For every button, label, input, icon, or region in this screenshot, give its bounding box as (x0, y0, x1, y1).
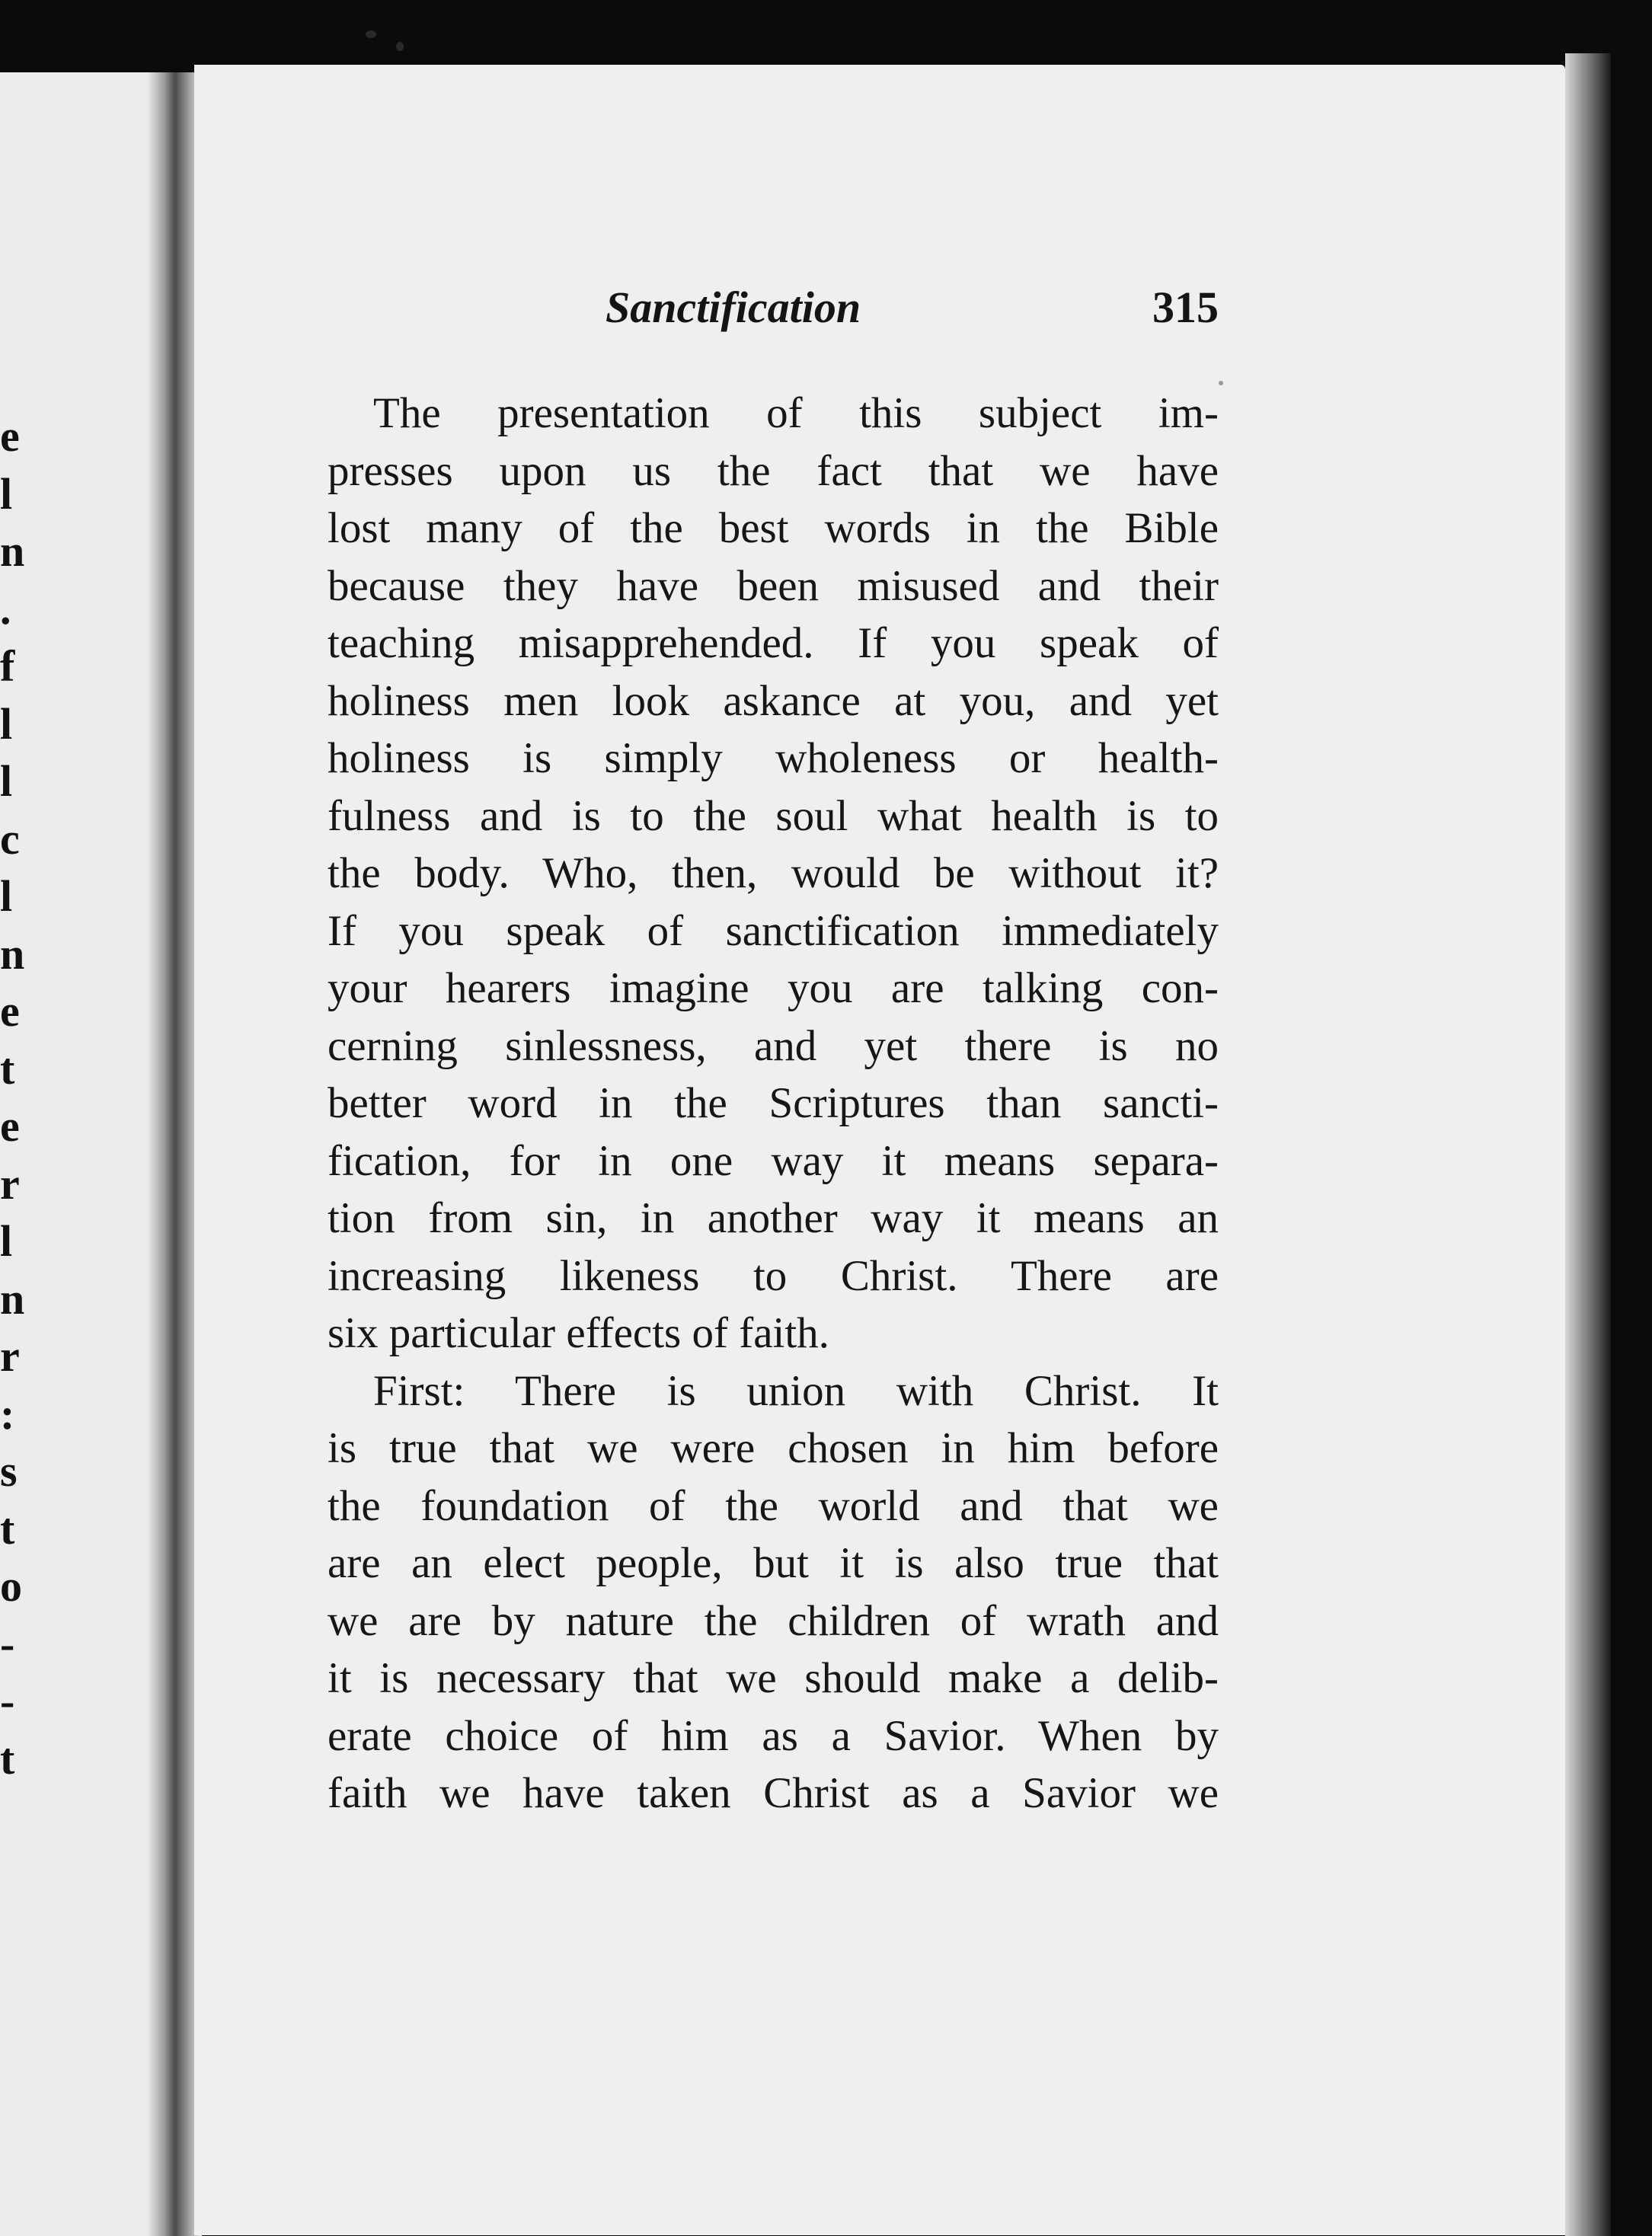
margin-char: e (0, 1101, 20, 1151)
body-text (328, 385, 1219, 1822)
margin-char: n (0, 928, 25, 979)
text-line: six particular effects of faith. (328, 1309, 829, 1357)
text-line: is true that we were chosen in him before (328, 1424, 1219, 1472)
text-line: better word in the Scriptures than sancti- (328, 1079, 1219, 1127)
margin-char: e (0, 986, 20, 1036)
text-line: fulness and is to the soul what health is to (328, 791, 1219, 840)
text-line: First: There is union with Christ. It (373, 1366, 1219, 1415)
margin-char: s (0, 1446, 18, 1496)
margin-char: o (0, 1561, 22, 1611)
text-line: your hearers imagine you are talking con- (328, 964, 1219, 1012)
text-line: holiness is simply wholeness or health- (328, 734, 1219, 782)
text-line: tion from sin, in another way it means an (328, 1194, 1219, 1242)
margin-char: r (0, 1158, 20, 1209)
text-line: teaching misapprehended. If you speak of (328, 619, 1219, 667)
margin-char: : (0, 1388, 15, 1439)
margin-char: n (0, 526, 25, 576)
running-head (328, 282, 1219, 350)
margin-char: - (0, 1618, 15, 1669)
margin-char: l (0, 1216, 13, 1266)
section-title: Sanctification (606, 283, 861, 332)
text-line: faith we have taken Christ as a Savior we (328, 1769, 1219, 1817)
margin-char: r (0, 1331, 20, 1381)
scan-speck (1219, 381, 1223, 385)
text-line: erate choice of him as a Savior. When by (328, 1711, 1219, 1760)
page-number: 315 (1152, 283, 1219, 332)
text-line: the foundation of the world and that we (328, 1481, 1219, 1530)
margin-char: l (0, 871, 13, 921)
left-page-margin-text (0, 407, 30, 1787)
margin-char: f (0, 641, 15, 691)
margin-char: n (0, 1273, 25, 1324)
margin-char: . (0, 583, 11, 634)
text-line: If you speak of sanctification immediately (328, 906, 1219, 955)
text-line: are an elect people, but it is also true that (328, 1539, 1219, 1587)
margin-char: t (0, 1043, 15, 1094)
margin-char: l (0, 698, 13, 749)
margin-char: c (0, 813, 20, 864)
scan-speck (396, 42, 404, 51)
text-line: fication, for in one way it means separa- (328, 1136, 1219, 1185)
text-line: increasing likeness to Christ. There are (328, 1251, 1219, 1300)
left-facing-page (0, 72, 156, 2236)
text-line: holiness men look askance at you, and yet (328, 676, 1219, 725)
text-line: it is necessary that we should make a delib- (328, 1654, 1219, 1702)
margin-char: t (0, 1503, 15, 1554)
margin-char: t (0, 1733, 15, 1784)
text-line: cerning sinlessness, and yet there is no (328, 1021, 1219, 1070)
page-edge-shadow (1565, 53, 1611, 2236)
text-line: The presentation of this subject im- (373, 389, 1219, 437)
text-line: because they have been misused and their (328, 561, 1219, 610)
margin-char: l (0, 756, 13, 806)
margin-char: l (0, 468, 13, 519)
text-line: we are by nature the children of wrath and (328, 1596, 1219, 1645)
text-line: presses upon us the fact that we have (328, 446, 1219, 495)
scan-speck (366, 30, 376, 38)
margin-char: - (0, 1676, 15, 1726)
text-line: lost many of the best words in the Bible (328, 504, 1219, 552)
text-line: the body. Who, then, would be without it? (328, 849, 1219, 897)
margin-char: e (0, 411, 20, 461)
